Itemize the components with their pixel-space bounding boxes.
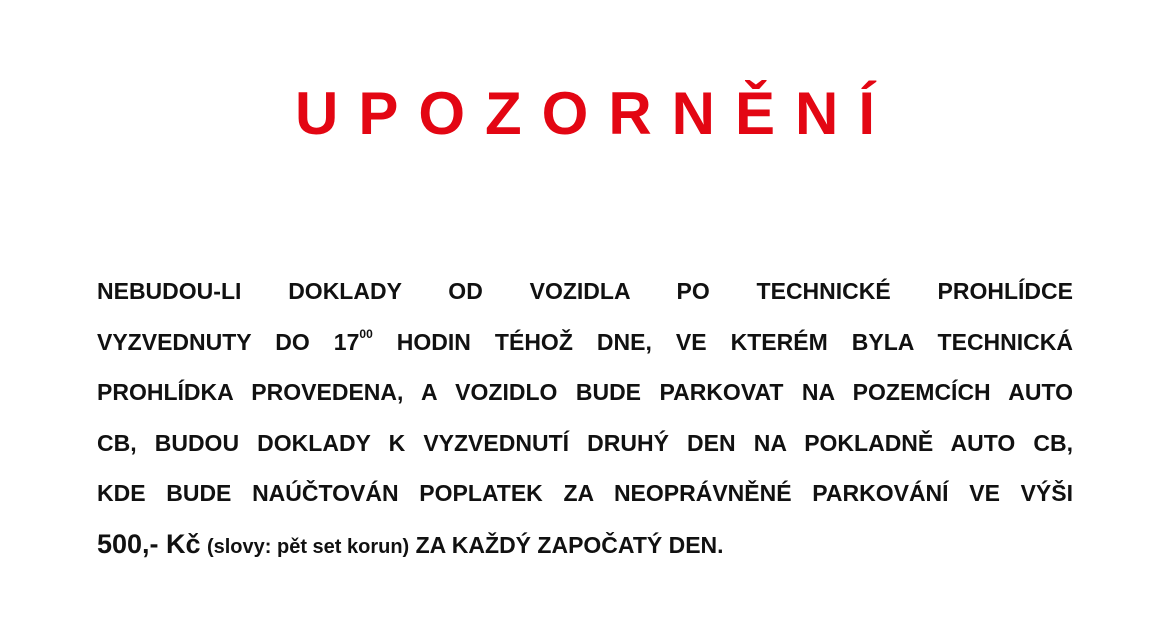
notice-line-5: KDE BUDE NAÚČTOVÁN POPLATEK ZA NEOPRÁVNĚNÉ PARKOVÁNÍ VE VÝŠI: [97, 480, 1073, 506]
notice-line-6: [97, 519, 1073, 573]
fee-amount: 500,- Kč: [97, 528, 201, 559]
notice-line-2-end: HODIN TÉHOŽ DNE, VE KTERÉM BYLA TECHNICKÁ: [372, 328, 1074, 355]
notice-line-1: NEBUDOU-LI DOKLADY OD VOZIDLA PO TECHNICKÉ PROHLÍDCE: [97, 278, 1073, 304]
notice-title: UPOZORNĚNÍ: [294, 80, 896, 147]
notice-line-4: CB, BUDOU DOKLADY K VYZVEDNUTÍ DRUHÝ DEN NA POKLADNĚ AUTO CB,: [97, 429, 1073, 456]
notice-line-2-start: VYZVEDNUTY DO 17: [97, 328, 360, 355]
notice-body: [97, 266, 1073, 572]
fee-amount-in-words: (slovy: pět set korun): [206, 535, 410, 558]
notice-line-2: [97, 317, 1073, 368]
time-superscript: 00: [359, 326, 373, 341]
notice-line-6-end: ZA KAŽDÝ ZAPOČATÝ DEN.: [415, 531, 724, 558]
notice-line-3: PROHLÍDKA PROVEDENA, A VOZIDLO BUDE PARKOVAT NA POZEMCÍCH AUTO: [97, 379, 1073, 405]
